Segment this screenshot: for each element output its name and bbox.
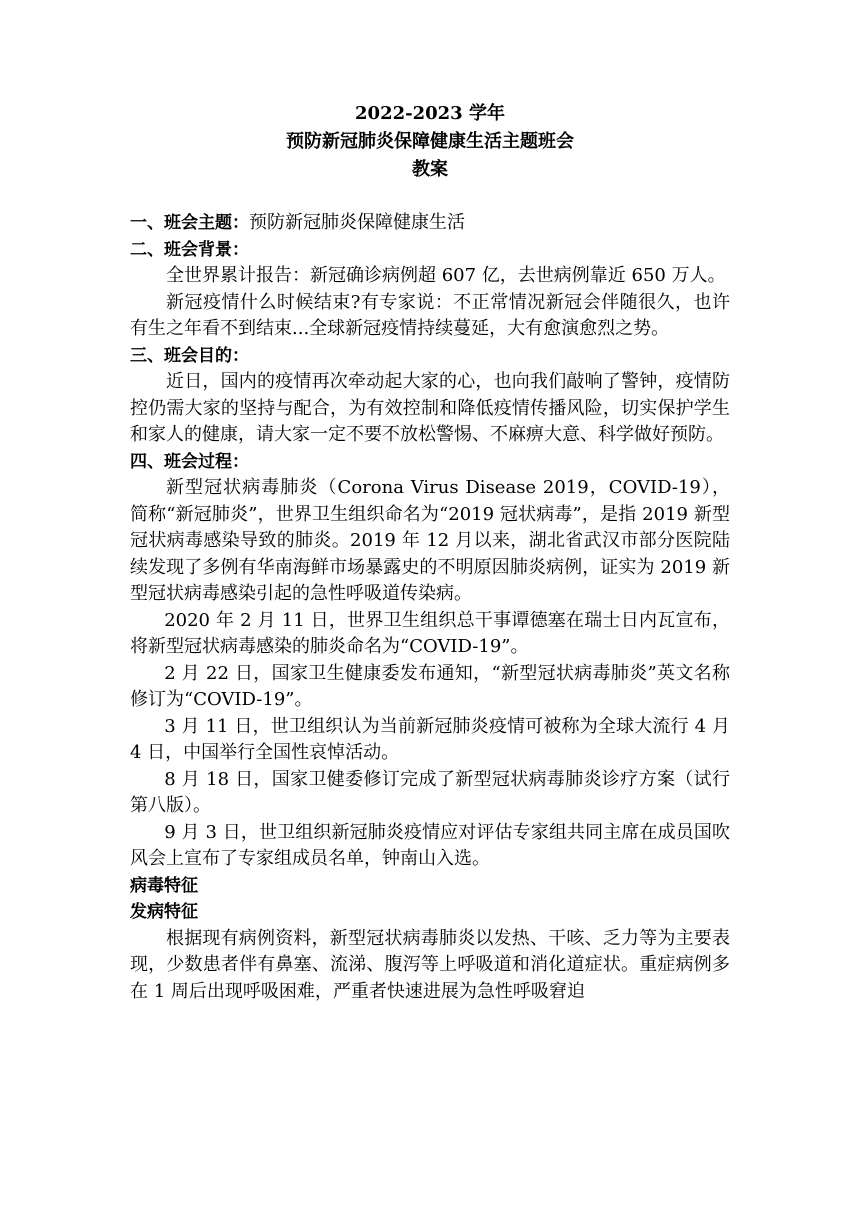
onset-features-heading: 发病特征	[130, 902, 198, 922]
section-purpose-heading: 三、班会目的：	[130, 345, 249, 366]
section-theme	[130, 210, 730, 237]
title-line-topic: 预防新冠肺炎保障健康生活主题班会	[286, 131, 574, 152]
process-paragraph: 2020 年 2 月 11 日，世界卫生组织总干事谭德塞在瑞士日内瓦宣布，将新型冠状病毒感染的肺炎命名为“COVID-19”。	[130, 609, 730, 657]
process-paragraph: 9 月 3 日，世卫组织新冠肺炎疫情应对评估专家组共同主席在成员国吹风会上宣布了专家组成员名单，钟南山入选。	[130, 821, 730, 869]
section-process-heading: 四、班会过程：	[130, 451, 249, 472]
section-theme-heading: 一、班会主题：	[130, 213, 249, 233]
process-paragraph: 8 月 18 日，国家卫健委修订完成了新型冠状病毒肺炎诊疗方案（试行第八版）。	[130, 768, 730, 816]
process-paragraph: 新型冠状病毒肺炎（Corona Virus Disease 2019，COVID-19），简称“新冠肺炎”，世界卫生组织命名为“2019 冠状病毒”，是指 2019 新型冠状病毒感染导致的肺炎。2019 年 12 月以来，湖北省武汉市部分医院陆续发现了多例有华南海鲜市场暴露史的不明原因肺炎病例，证实为 2019 新型冠状病毒感染引起的急性呼吸道传染病。	[130, 477, 730, 604]
title-line-type: 教案	[412, 159, 448, 180]
document-body	[130, 100, 730, 1005]
background-paragraph: 新冠疫情什么时候结束?有专家说：不正常情况新冠会伴随很久，也许有生之年看不到结束...全球新冠疫情持续蔓延，大有愈演愈烈之势。	[130, 291, 730, 339]
process-paragraph: 3 月 11 日，世卫组织认为当前新冠肺炎疫情可被称为全球大流行 4 月 4 日，中国举行全国性哀悼活动。	[130, 715, 730, 763]
process-paragraph: 2 月 22 日，国家卫生健康委发布通知，“新型冠状病毒肺炎”英文名称修订为“COVID-19”。	[130, 662, 730, 710]
title-spacer	[130, 184, 730, 210]
background-paragraph: 全世界累计报告：新冠确诊病例超 607 亿，去世病例靠近 650 万人。	[166, 265, 726, 286]
section-theme-text: 预防新冠肺炎保障健康生活	[249, 212, 465, 233]
section-background-heading: 二、班会背景：	[130, 239, 249, 260]
virus-features-heading: 病毒特征	[130, 875, 198, 896]
title-line-year: 2022-2023 学年	[355, 103, 505, 124]
purpose-paragraph: 近日，国内的疫情再次牵动起大家的心，也向我们敲响了警钟，疫情防控仍需大家的坚持与配合，为有效控制和降低疫情传播风险，切实保护学生和家人的健康，请大家一定不要不放松警惕、不麻痹大意、科学做好预防。	[130, 371, 730, 445]
document-title	[130, 100, 730, 184]
onset-paragraph: 根据现有病例资料，新型冠状病毒肺炎以发热、干咳、乏力等为主要表现，少数患者伴有鼻塞、流涕、腹泻等上呼吸道和消化道症状。重症病例多在 1 周后出现呼吸困难，严重者快速进展为急性呼吸窘迫	[130, 927, 730, 1002]
